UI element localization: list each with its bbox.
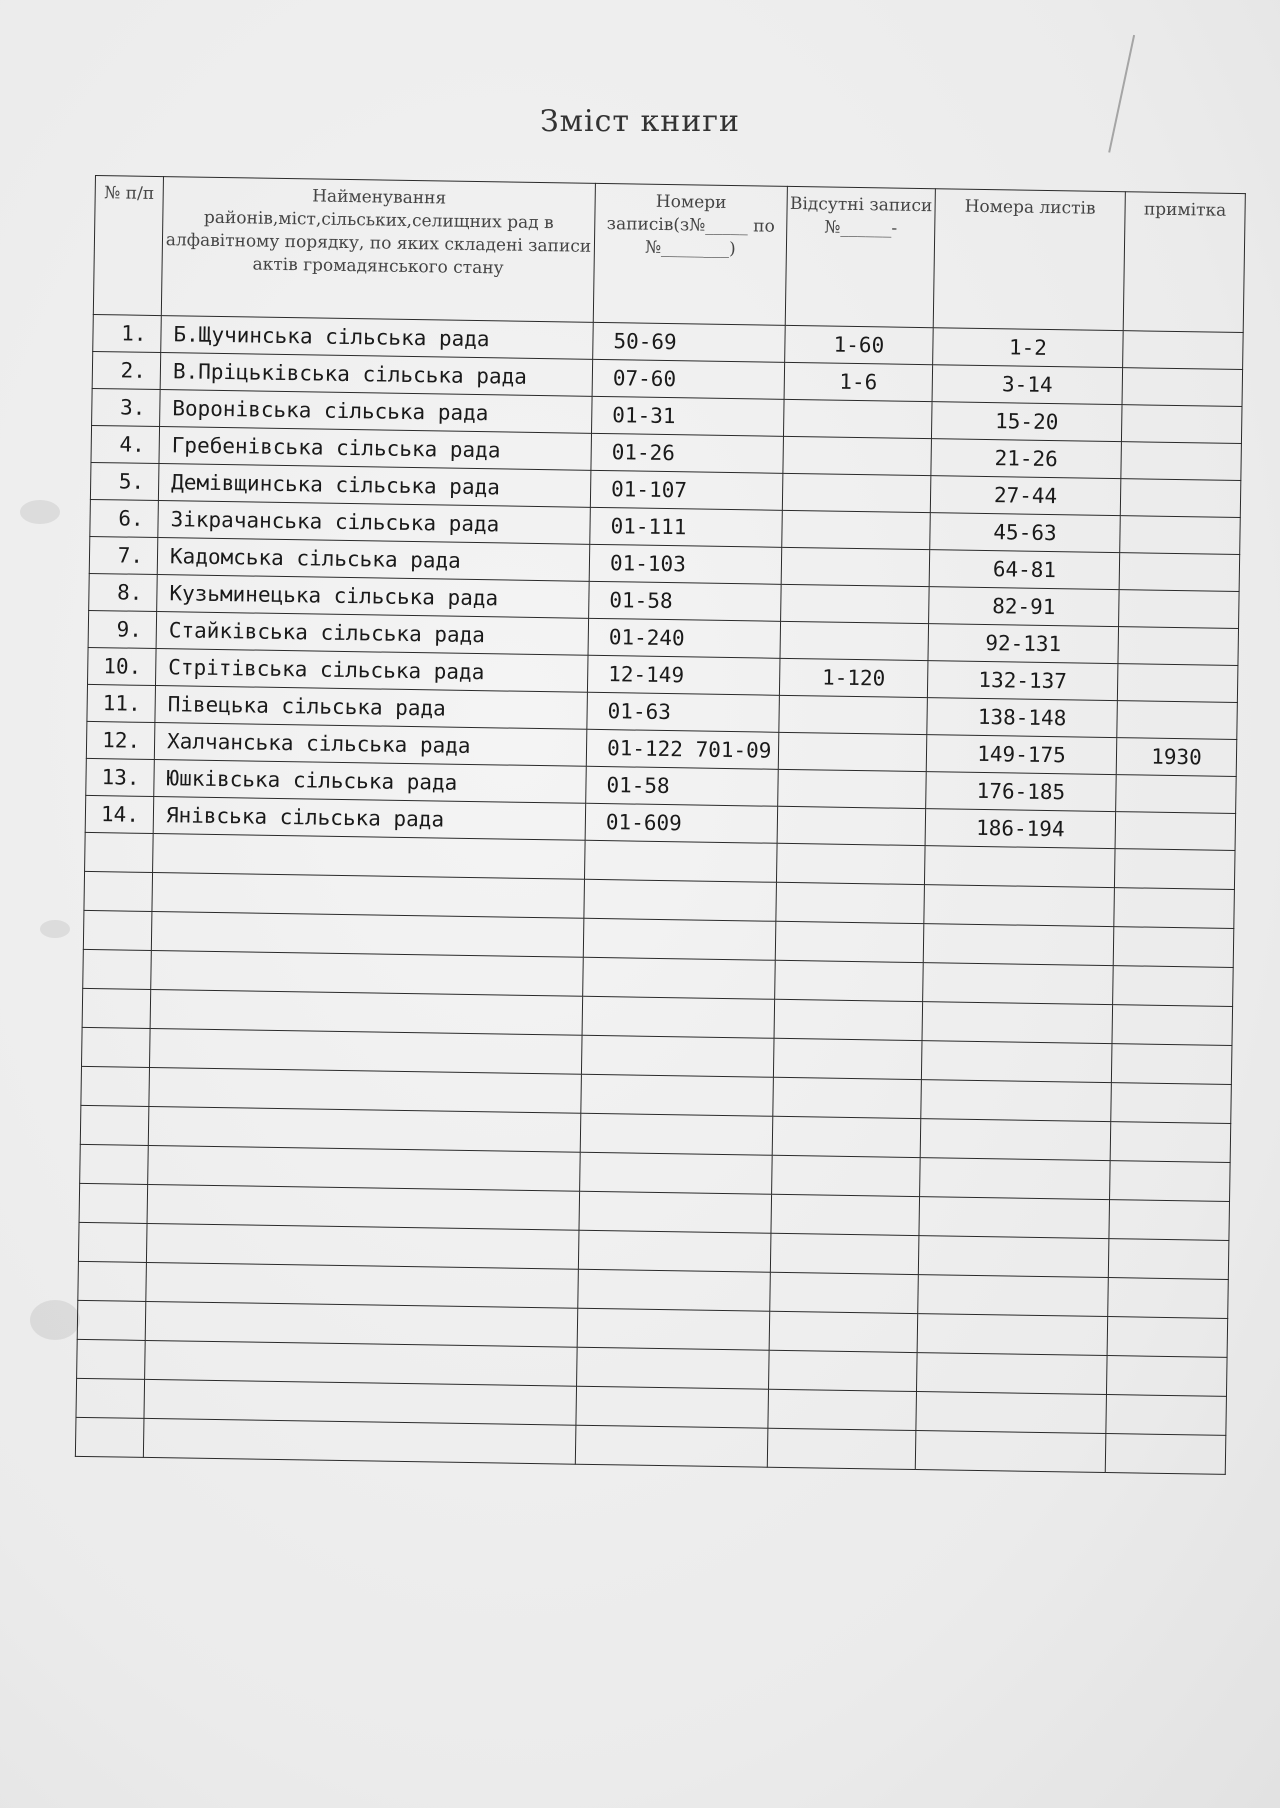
empty-cell [77, 1339, 146, 1379]
council-name: Зікрачанська сільська рада [158, 501, 591, 545]
record-numbers: 07-60 [592, 359, 785, 399]
empty-cell [76, 1378, 145, 1418]
sheet-numbers: 1-2 [933, 328, 1124, 368]
council-name: Б.Щучинська сільська рада [161, 316, 594, 360]
sheet-numbers: 149-175 [926, 735, 1117, 775]
empty-cell [583, 957, 776, 999]
empty-cell [772, 1116, 921, 1157]
empty-cell [923, 963, 1114, 1005]
empty-cell [148, 1145, 581, 1191]
empty-cell [1113, 927, 1234, 968]
sheet-numbers: 186-194 [925, 809, 1116, 849]
row-number: 6. [90, 499, 159, 537]
empty-cell [84, 871, 153, 911]
empty-cell [773, 1077, 922, 1118]
empty-cell [1107, 1317, 1228, 1358]
sheet-numbers: 45-63 [930, 513, 1121, 553]
empty-cell [1113, 966, 1234, 1007]
missing-records [782, 473, 931, 512]
header-missing: Відсутні записи №______- [785, 186, 935, 327]
empty-cell [918, 1275, 1109, 1317]
missing-records [781, 584, 930, 623]
empty-cell [1106, 1356, 1227, 1397]
missing-records: 1-120 [779, 658, 928, 697]
row-note [1116, 775, 1237, 814]
empty-cell [1108, 1278, 1229, 1319]
header-row [93, 176, 1245, 333]
row-note [1117, 664, 1238, 703]
row-number: 10. [87, 647, 156, 685]
sheet-numbers: 15-20 [931, 402, 1122, 442]
council-name: В.Пріцьківська сільська рада [160, 353, 593, 397]
empty-cell [582, 996, 775, 1038]
empty-cell [581, 1035, 774, 1077]
row-note: 1930 [1116, 738, 1237, 777]
row-number: 5. [90, 462, 159, 500]
header-note: примітка [1123, 192, 1245, 333]
empty-cell [770, 1233, 919, 1274]
empty-cell [1105, 1434, 1226, 1475]
empty-cell [1106, 1395, 1227, 1436]
empty-cell [584, 840, 777, 882]
empty-cell [81, 1027, 150, 1067]
empty-cell [577, 1347, 770, 1389]
empty-cell [147, 1184, 580, 1230]
empty-cell [771, 1194, 920, 1235]
paper-smudge [40, 920, 70, 938]
empty-cell [149, 1067, 582, 1113]
table-body [75, 314, 1243, 1474]
empty-cell [85, 832, 154, 872]
record-numbers: 01-63 [587, 692, 780, 732]
record-numbers: 01-58 [589, 581, 782, 621]
header-name: Найменування районів,міст,сільських,селищних рад в алфавітному порядку, по яких складені записи актів громадянського стану [161, 177, 595, 323]
empty-cell [921, 1080, 1112, 1122]
missing-records [782, 510, 931, 549]
empty-cell [82, 988, 151, 1028]
empty-cell [151, 950, 584, 996]
register-table [75, 175, 1246, 1475]
record-numbers: 01-240 [588, 618, 781, 658]
council-name: Півецька сільська рада [155, 686, 588, 730]
row-number: 1. [93, 314, 162, 352]
row-number: 13. [86, 758, 155, 796]
header-records: Номери записів(з№_____ по №________) [593, 183, 787, 325]
missing-records [779, 695, 928, 734]
missing-records [780, 621, 929, 660]
empty-cell [916, 1353, 1107, 1395]
row-note [1120, 516, 1241, 555]
empty-cell [151, 911, 584, 957]
empty-cell [1110, 1161, 1231, 1202]
sheet-numbers: 176-185 [926, 772, 1117, 812]
empty-cell [920, 1158, 1111, 1200]
empty-cell [153, 833, 586, 879]
empty-cell [773, 1038, 922, 1079]
row-note [1123, 331, 1244, 370]
paper-smudge [30, 1300, 80, 1340]
page-title: Зміст книги [539, 104, 740, 139]
empty-cell [1114, 888, 1235, 929]
empty-cell [1108, 1239, 1229, 1280]
record-numbers: 01-111 [590, 507, 783, 547]
empty-cell [920, 1119, 1111, 1161]
empty-cell [80, 1105, 149, 1145]
empty-cell [1109, 1200, 1230, 1241]
empty-cell [78, 1261, 147, 1301]
empty-cell [923, 924, 1114, 966]
record-numbers: 50-69 [593, 322, 786, 362]
empty-cell [1110, 1122, 1231, 1163]
empty-cell [1112, 1005, 1233, 1046]
record-numbers: 01-107 [590, 470, 783, 510]
record-numbers: 01-122 701-09 [586, 729, 779, 769]
record-numbers: 01-31 [592, 396, 785, 436]
missing-records [778, 732, 927, 771]
sheet-numbers: 27-44 [930, 476, 1121, 516]
empty-cell [81, 1066, 150, 1106]
empty-cell [775, 921, 924, 962]
row-note [1118, 627, 1239, 666]
empty-cell [83, 910, 152, 950]
empty-cell [83, 949, 152, 989]
empty-cell [1111, 1044, 1232, 1085]
row-number: 14. [85, 795, 154, 833]
empty-cell [1111, 1083, 1232, 1124]
empty-cell [770, 1272, 919, 1313]
missing-records [778, 769, 927, 808]
row-note [1119, 590, 1240, 629]
empty-cell [924, 846, 1115, 888]
empty-cell [144, 1379, 577, 1425]
header-num: № п/п [93, 176, 163, 316]
row-number: 11. [87, 684, 156, 722]
empty-cell [769, 1311, 918, 1352]
empty-cell [148, 1106, 581, 1152]
record-numbers: 01-103 [589, 544, 782, 584]
empty-cell [584, 879, 777, 921]
sheet-numbers: 138-148 [927, 698, 1118, 738]
council-name: Воронівська сільська рада [160, 390, 593, 434]
header-sheets: Номера листів [933, 189, 1125, 331]
empty-cell [924, 885, 1115, 927]
empty-cell [918, 1236, 1109, 1278]
empty-cell [146, 1262, 579, 1308]
empty-cell [917, 1314, 1108, 1356]
council-name: Кузьминецька сільська рада [157, 575, 590, 619]
council-name: Янівська сільська рада [153, 796, 586, 840]
empty-cell [78, 1222, 147, 1262]
record-numbers: 01-609 [585, 803, 778, 843]
empty-cell [152, 872, 585, 918]
empty-cell [79, 1183, 148, 1223]
record-numbers: 01-26 [591, 433, 784, 473]
empty-cell [769, 1350, 918, 1391]
empty-cell [776, 882, 925, 923]
empty-cell [581, 1074, 774, 1116]
empty-cell [580, 1113, 773, 1155]
paper-smudge [20, 500, 60, 524]
missing-records [783, 399, 932, 438]
council-name: Гребенівська сільська рада [159, 427, 592, 471]
council-name: Юшківська сільська рада [154, 760, 587, 804]
missing-records: 1-6 [784, 362, 933, 401]
sheet-numbers: 132-137 [927, 661, 1118, 701]
empty-cell [80, 1144, 149, 1184]
council-name: Халчанська сільська рада [154, 723, 587, 767]
council-name: Стрітівська сільська рада [155, 649, 588, 693]
row-number: 4. [91, 425, 160, 463]
empty-cell [922, 1002, 1113, 1044]
row-number: 9. [88, 610, 157, 648]
empty-cell [578, 1230, 771, 1272]
empty-cell [916, 1392, 1107, 1434]
sheet-numbers: 64-81 [929, 550, 1120, 590]
empty-cell [578, 1269, 771, 1311]
empty-cell [919, 1197, 1110, 1239]
empty-cell [576, 1386, 769, 1428]
row-note [1117, 701, 1238, 740]
row-number: 12. [86, 721, 155, 759]
empty-cell [149, 1028, 582, 1074]
row-note [1121, 405, 1242, 444]
empty-cell [776, 843, 925, 884]
council-name: Кадомська сільська рада [157, 538, 590, 582]
empty-cell [915, 1431, 1106, 1473]
council-name: Демівщинська сільська рада [158, 464, 591, 508]
row-number: 7. [89, 536, 158, 574]
empty-cell [77, 1300, 146, 1340]
empty-cell [775, 960, 924, 1001]
sheet-numbers: 21-26 [931, 439, 1122, 479]
empty-cell [150, 989, 583, 1035]
empty-cell [774, 999, 923, 1040]
row-number: 8. [89, 573, 158, 611]
missing-records [777, 806, 926, 845]
empty-cell [143, 1418, 576, 1464]
row-note [1119, 553, 1240, 592]
row-number: 2. [92, 351, 161, 389]
empty-cell [577, 1308, 770, 1350]
council-name: Стайківська сільська рада [156, 612, 589, 656]
empty-cell [145, 1340, 578, 1386]
empty-cell [921, 1041, 1112, 1083]
empty-cell [767, 1428, 916, 1469]
empty-cell [580, 1152, 773, 1194]
page-corner-mark [1108, 35, 1194, 165]
record-numbers: 12-149 [587, 655, 780, 695]
row-note [1115, 812, 1236, 851]
empty-cell [579, 1191, 772, 1233]
row-number: 3. [92, 388, 161, 426]
sheet-numbers: 3-14 [932, 365, 1123, 405]
empty-cell [768, 1389, 917, 1430]
row-note [1120, 479, 1241, 518]
empty-cell [772, 1155, 921, 1196]
missing-records [783, 436, 932, 475]
empty-cell [146, 1223, 579, 1269]
missing-records [781, 547, 930, 586]
empty-cell [575, 1425, 768, 1467]
sheet-numbers: 82-91 [929, 587, 1120, 627]
row-note [1121, 442, 1242, 481]
empty-cell [75, 1417, 144, 1457]
empty-cell [145, 1301, 578, 1347]
empty-cell [1114, 849, 1235, 890]
row-note [1122, 368, 1243, 407]
sheet-numbers: 92-131 [928, 624, 1119, 664]
record-numbers: 01-58 [586, 766, 779, 806]
empty-cell [583, 918, 776, 960]
missing-records: 1-60 [785, 325, 934, 364]
